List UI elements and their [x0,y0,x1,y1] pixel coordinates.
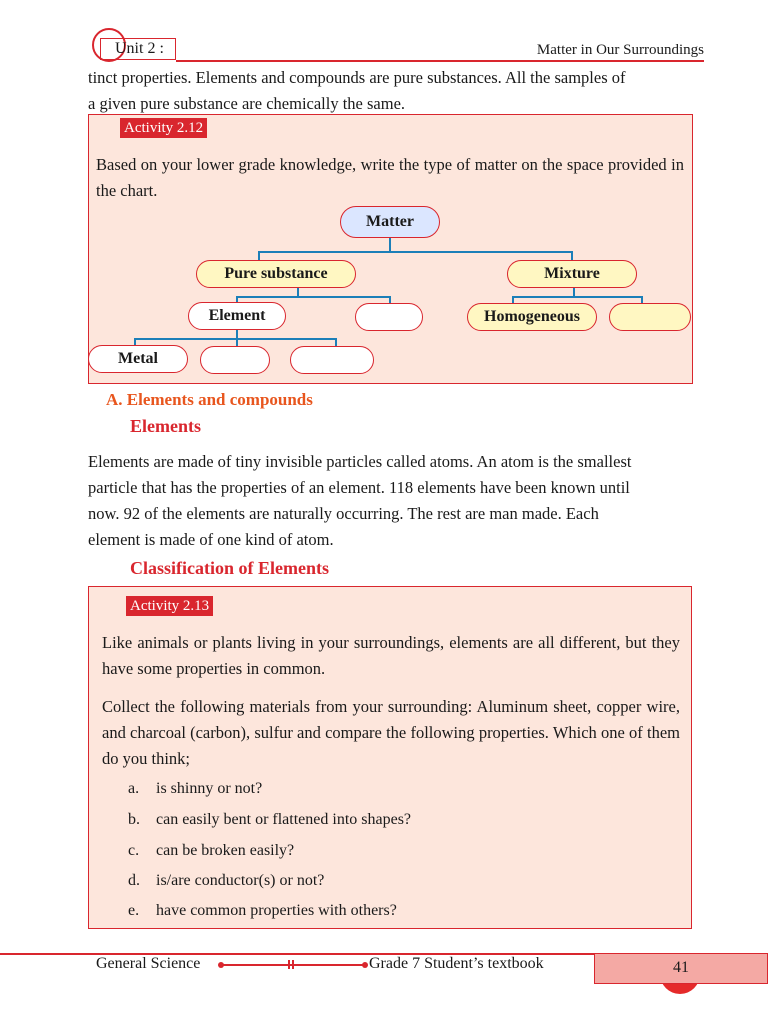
blank-heterogeneous-box[interactable] [609,303,691,331]
elements-line-1: Elements are made of tiny invisible particles called atoms. An atom is the smallest [88,452,632,471]
node-element: Element [188,302,286,330]
elements-line-4: element is made of one kind of atom. [88,530,334,549]
node-pure-substance: Pure substance [196,260,356,288]
activity-2-12-tag: Activity 2.12 [120,118,207,138]
connector [236,296,390,298]
activity-2-13-tag: Activity 2.13 [126,596,213,616]
header-rule [176,60,704,62]
footer-tick [292,960,294,969]
connector [389,296,391,303]
activity-2-12-text: Based on your lower grade knowledge, write the type of matter on the space provided in the chart. [96,155,684,200]
subsection-heading: Elements [130,416,201,436]
footer-subject: General Science [96,955,201,972]
intro-line-2: a given pure substance are chemically the same. [88,94,406,113]
section-heading: A. Elements and compounds [106,390,313,409]
page-number: 41 [594,953,768,984]
node-mixture: Mixture [507,260,637,288]
blank-compound-box[interactable] [355,303,423,331]
footer-dot [362,962,368,968]
chapter-title: Matter in Our Surroundings [536,42,704,58]
connector [512,296,642,298]
node-metal: Metal [88,345,188,373]
elements-line-3: now. 92 of the elements are naturally occurring. The rest are man made. Each [88,504,599,523]
node-matter: Matter [340,206,440,238]
footer-dot [218,962,224,968]
connector [258,251,572,253]
connector [389,237,391,252]
connector [335,338,337,346]
intro-line-1: tinct properties. Elements and compounds are pure substances. All the samples of [88,68,626,87]
connector [134,338,336,340]
footer-grade: Grade 7 Student’s textbook [369,955,544,972]
classification-heading: Classification of Elements [130,558,329,578]
elements-line-2: particle that has the properties of an element. 118 elements have been known until [88,478,630,497]
node-homogeneous: Homogeneous [467,303,597,331]
footer-tick [288,960,290,969]
blank-element-type-box-1[interactable] [200,346,270,374]
unit-label: Unit 2 : [100,38,176,60]
activity-2-13-paragraph-2: Collect the following materials from your surrounding: Aluminum sheet, copper wire, and charcoal (carbon), sulfur and compare the following properties. Which one of them do you think; [102,697,680,768]
blank-element-type-box-2[interactable] [290,346,374,374]
activity-2-13-paragraph-1: Like animals or plants living in your surroundings, elements are all different, but they have some properties in common. [102,633,680,678]
connector [236,338,238,346]
